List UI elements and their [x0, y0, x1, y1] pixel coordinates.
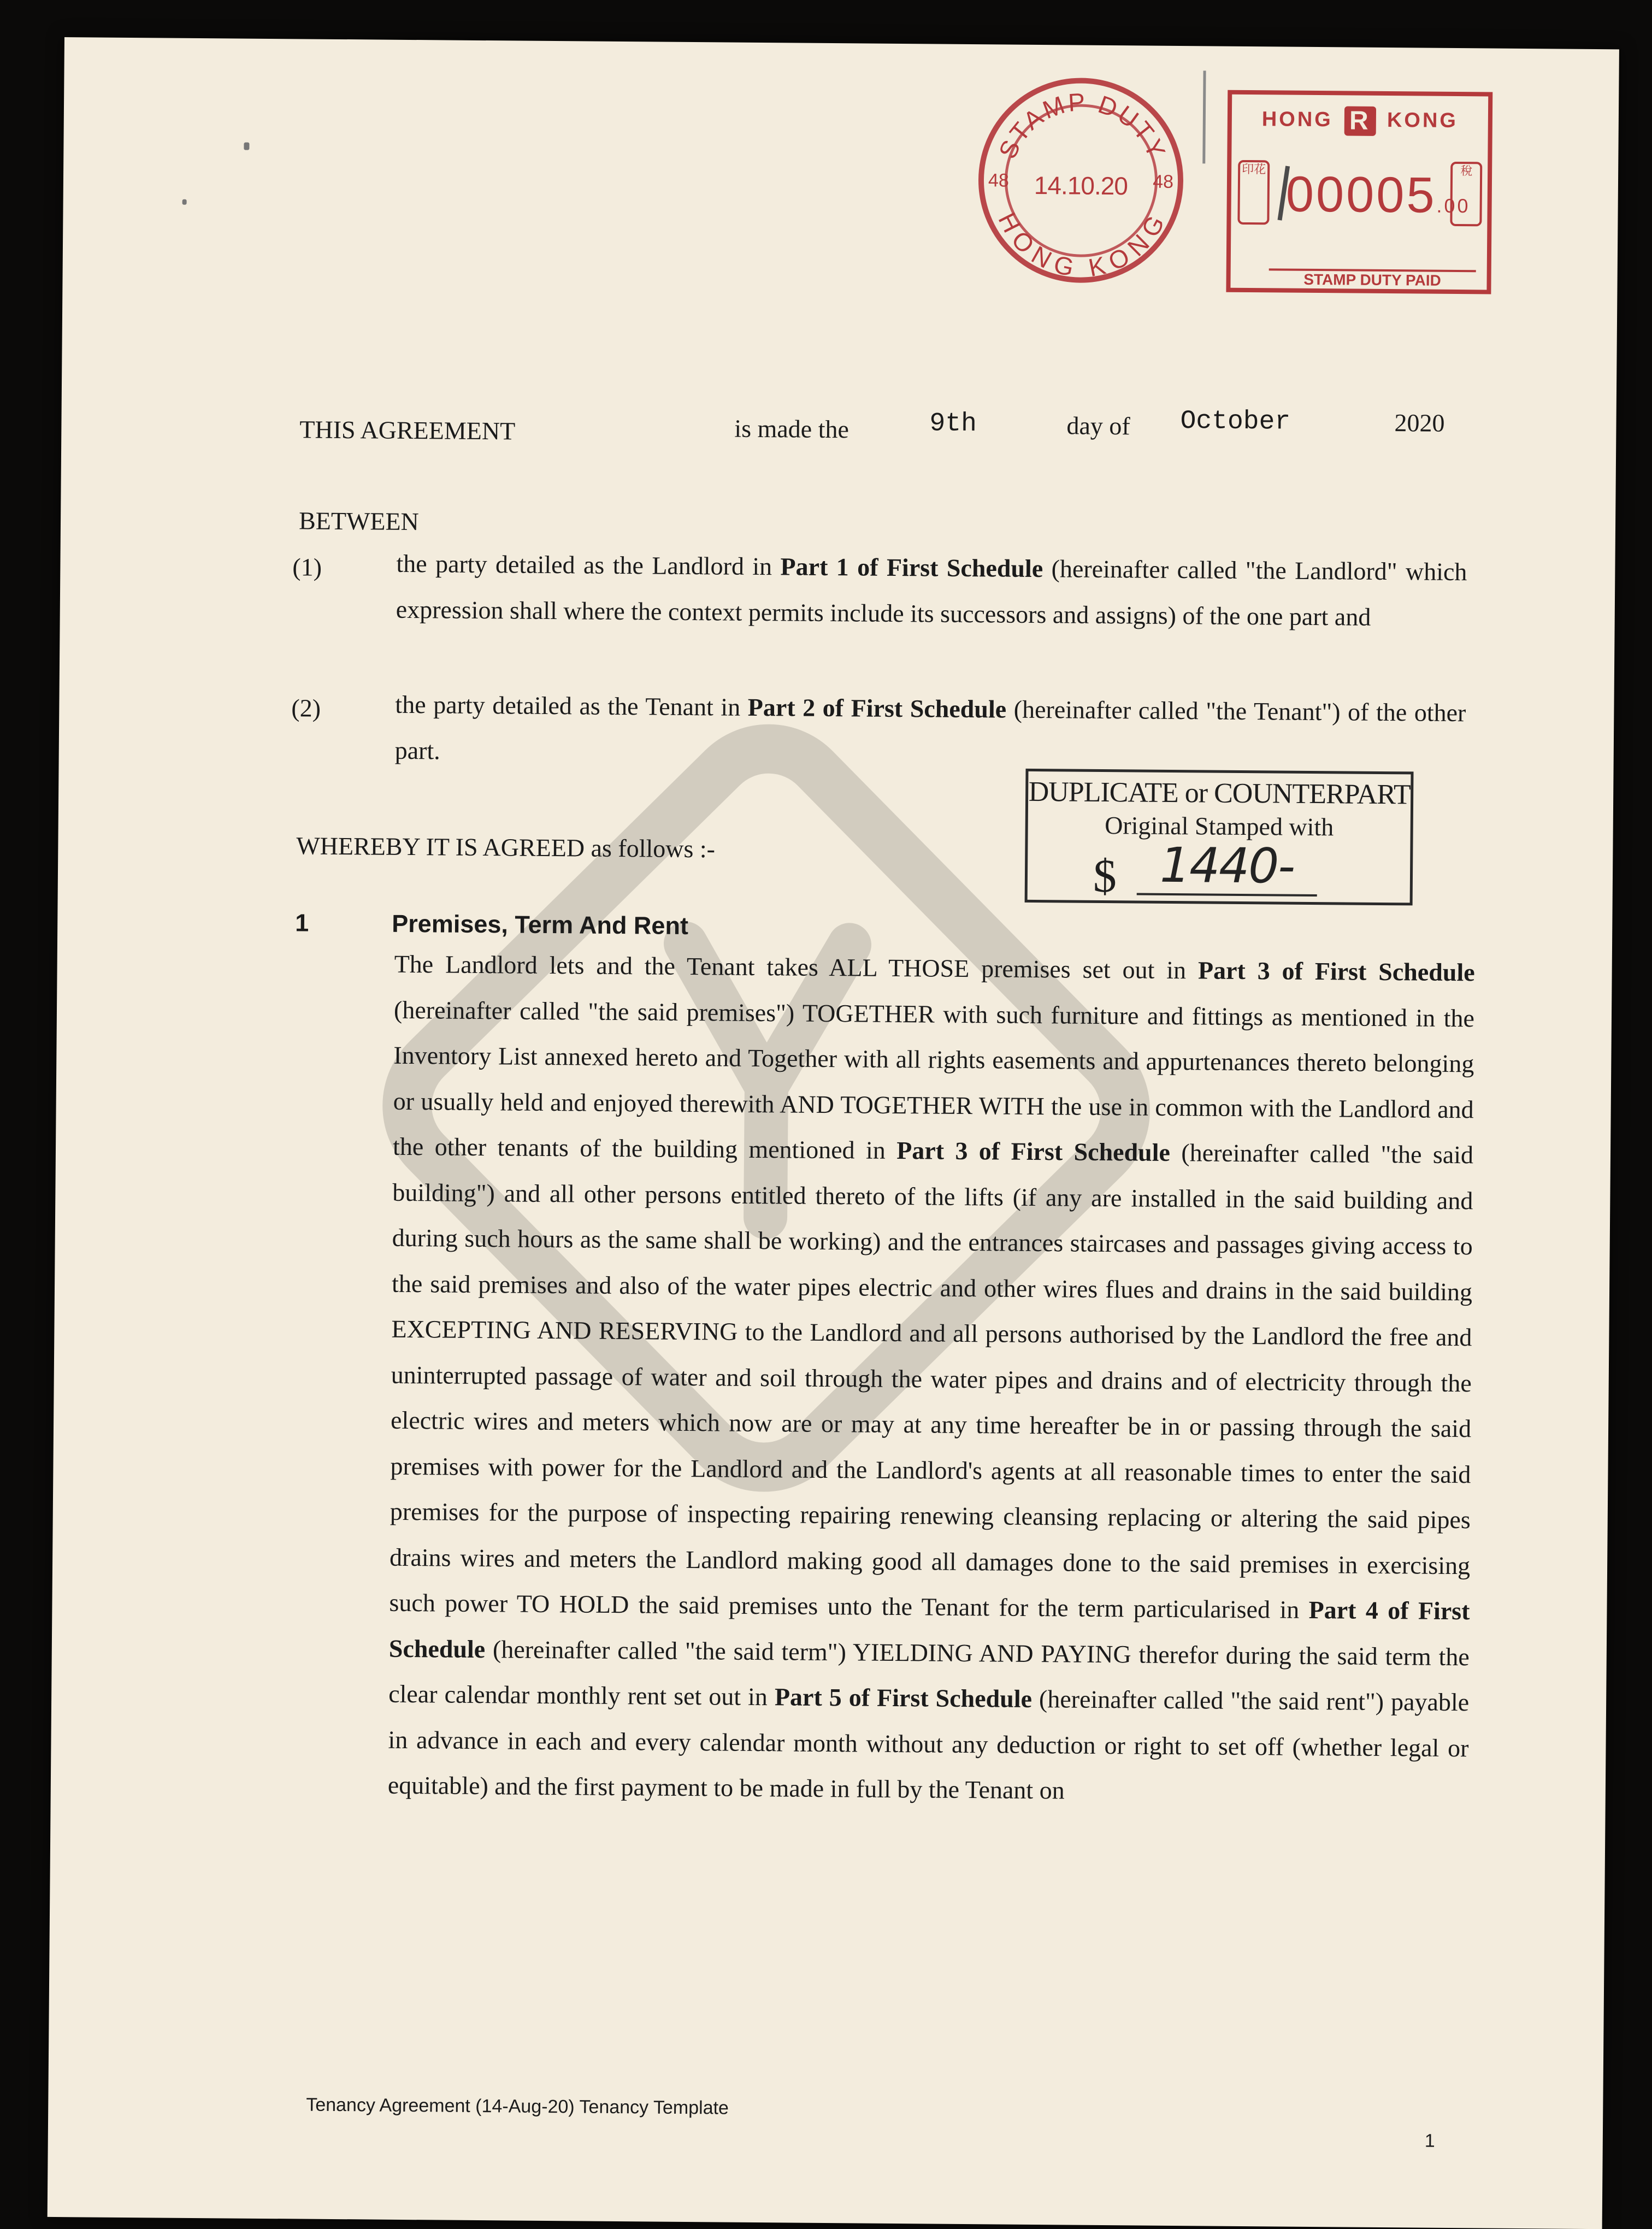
- duplicate-currency: $: [1093, 849, 1117, 903]
- party-1-text: [396, 541, 1467, 640]
- footer-template-name: Tenancy Agreement (14-Aug-20) Tenancy Template: [306, 2094, 729, 2119]
- between-label: BETWEEN: [298, 506, 419, 536]
- svg-text:STAMP DUTY: [993, 87, 1172, 164]
- paper-speck: [182, 199, 187, 205]
- meter-amount: [1285, 166, 1471, 225]
- meter-country: [1232, 105, 1488, 137]
- clause-1-text: (hereinafter called "the said building") and all other persons entitled thereto of the lifts (if any are installed in the said building and during such hours as the same shall be working) and the entrances staircases and passages giving access to the said premises and also of the water pipes electric and other wires flues and drains in the said building EXCEPTING AND RESERVING to the Landlord and all persons authorised by the Landlord the free and uninterrupted passage of water and soil through the water pipes and drains and of electricity through the electric wires and meters which now are or may at any time hereafter be in or passing through the said premises with power for the Landlord and the Landlord's agents at all reasonable times to enter the said premises for the purpose of inspecting repairing renewing cleansing replacing or altering the said pipes drains wires and meters the Landlord making good all damages done to the said premises in exercising such power TO HOLD the said premises unto the Tenant for the term particularised in: [389, 1138, 1474, 1624]
- clause-1-text: (hereinafter called "the said rent") payable in advance in each and every calendar month without any deduction or right to set off (whether legal or equitable) and the first payment to be made in full by the Tenant on: [387, 1685, 1470, 1805]
- agreement-day-of-label: day of: [1066, 411, 1130, 440]
- clause-1-text: (hereinafter called "the said premises") TOGETHER with such furniture and fittings as mentioned in the Inventory List annexed hereto and Together with all rights easements and appurtenances thereto belonging or usually held and enjoyed therewith AND TOGETHER WITH the use in common with the Landlord and the other tenants of the building mentioned in: [392, 995, 1475, 1165]
- party-2-text-a: the party detailed as the Tenant in: [395, 690, 748, 721]
- clause-1-text: The Landlord lets and the Tenant takes ALL THOSE premises set out in: [394, 950, 1199, 984]
- paper-speck: [244, 143, 249, 150]
- meter-country-right: KONG: [1386, 109, 1459, 133]
- stamp-duty-circle-stamp: [978, 77, 1184, 284]
- party-1-text-a: the party detailed as the Landlord in: [396, 549, 781, 581]
- document-page: [48, 37, 1619, 2229]
- party-1-text-b: (hereinafter called "the Landlord" which expression shall where the context permits include its successors and assigns) of the one part and: [396, 555, 1467, 631]
- duplicate-line-2: Original Stamped with: [1104, 811, 1334, 841]
- stamp-left-number: 48: [988, 170, 1009, 191]
- clause-1-schedule-ref: Part 3 of First Schedule: [896, 1136, 1171, 1166]
- clause-1-text: (hereinafter called "the said term") YIELDING AND PAYING therefor during the said term the clear calendar monthly rent set out in: [388, 1635, 1470, 1711]
- duplicate-handwritten-amount: 1440-: [1137, 836, 1318, 897]
- page-number: 1: [1424, 2130, 1435, 2151]
- clause-1-schedule-ref: Part 4 of First Schedule: [388, 1595, 1470, 1663]
- meter-cents: .00: [1436, 194, 1471, 217]
- clause-1-number: 1: [295, 909, 309, 937]
- party-1-schedule-ref: Part 1 of First Schedule: [780, 552, 1043, 583]
- meter-right-side-text: 稅: [1450, 162, 1482, 226]
- party-2-text: [394, 682, 1466, 781]
- clause-1-heading: Premises, Term And Rent: [392, 909, 689, 940]
- duplicate-counterpart-stamp: [1025, 769, 1414, 906]
- clause-1-body: [388, 941, 1475, 1817]
- agreement-month: October: [1180, 406, 1291, 437]
- party-2-schedule-ref: Part 2 of First Schedule: [747, 693, 1007, 723]
- party-2-number: (2): [291, 694, 321, 722]
- hk-logo-icon: R: [1344, 106, 1376, 135]
- duplicate-line-1: DUPLICATE or COUNTERPART: [1028, 776, 1411, 811]
- party-2-text-b: (hereinafter called "the Tenant") of the other part.: [394, 695, 1466, 764]
- agreement-year: 2020: [1394, 409, 1445, 437]
- party-1-number: (1): [292, 553, 322, 581]
- agreement-day: 9th: [929, 409, 977, 439]
- stamp-right-number: 48: [1153, 171, 1174, 192]
- meter-caption: STAMP DUTY PAID: [1268, 268, 1476, 290]
- stamp-bottom-text: HONG KONG: [993, 208, 1171, 282]
- stamp-date: 14.10.20: [1034, 170, 1128, 201]
- clause-1-schedule-ref: Part 3 of First Schedule: [1197, 956, 1475, 987]
- stamp-divider: [1202, 70, 1206, 163]
- clause-1-schedule-ref: Part 5 of First Schedule: [774, 1683, 1032, 1713]
- meter-amount-value: 00005: [1285, 166, 1437, 223]
- meter-left-side-text: 印花: [1237, 160, 1270, 225]
- whereby-line: WHEREBY IT IS AGREED as follows :-: [296, 832, 716, 863]
- meter-country-left: HONG: [1261, 108, 1333, 132]
- agreement-title: THIS AGREEMENT: [299, 415, 516, 445]
- stamp-top-text: STAMP DUTY: [993, 87, 1172, 164]
- stamp-duty-paid-meter: [1226, 90, 1492, 294]
- agreement-made-label: is made the: [734, 414, 849, 444]
- svg-text:HONG KONG: [993, 208, 1171, 283]
